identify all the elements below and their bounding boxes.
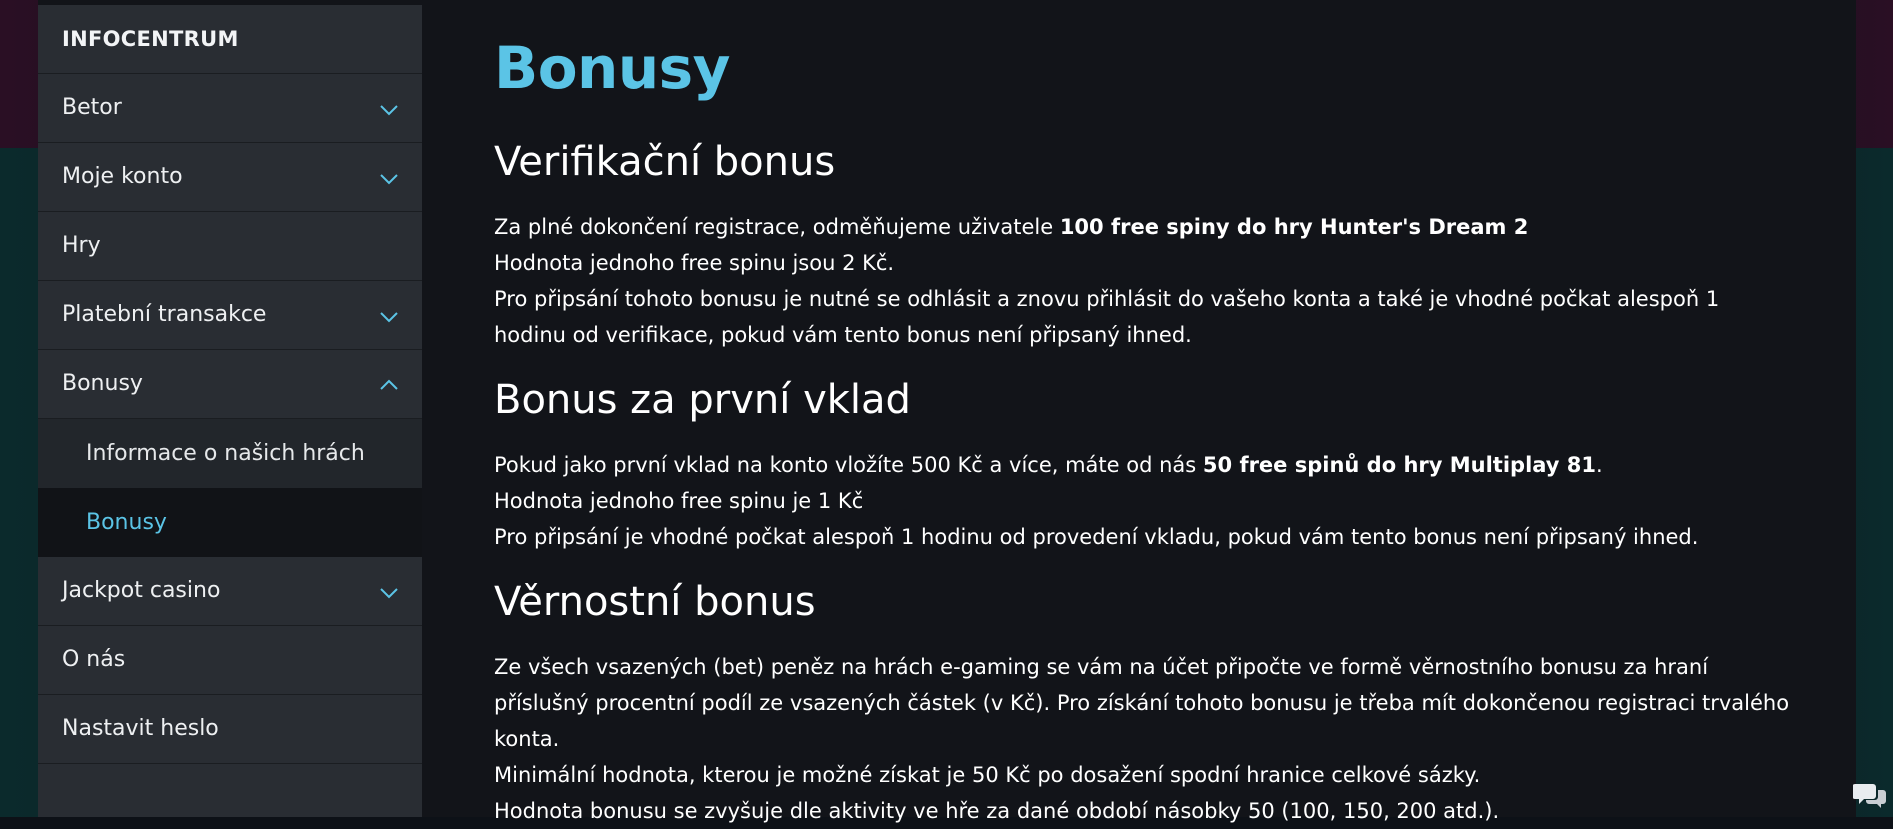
sidebar-item-label: Nastavit heslo	[62, 716, 219, 741]
chevron-down-icon	[378, 98, 400, 120]
sidebar-item-o-nas[interactable]	[38, 626, 422, 695]
bold-text: 100 free spiny do hry Hunter's Dream 2	[1059, 215, 1529, 239]
sidebar-header: INFOCENTRUM	[38, 5, 422, 74]
sidebar-item-label: Platební transakce	[62, 302, 267, 327]
section-heading-prvni-vklad: Bonus za první vklad	[494, 377, 911, 423]
sidebar-item-platebni-transakce[interactable]	[38, 281, 422, 350]
text-line: Pro připsání tohoto bonusu je nutné se odhlásit a znovu přihlásit do vašeho konta a také je vhodné počkat alespoň 1 hodinu od verifikace, pokud vám tento bonus není připsaný ihned.	[494, 287, 1720, 347]
sidebar-item-jackpot-casino[interactable]	[38, 557, 422, 626]
bold-text: 50 free spinů do hry Multiplay 81	[1202, 453, 1597, 477]
sidebar	[38, 5, 422, 817]
chevron-down-icon	[378, 581, 400, 603]
sidebar-item-label: Bonusy	[62, 371, 143, 396]
sidebar-item-label: Betor	[62, 95, 122, 120]
sidebar-subitem-informace[interactable]	[38, 419, 422, 488]
section-heading-vernostni: Věrnostní bonus	[494, 579, 816, 625]
text-line: Pokud jako první vklad na konto vložíte 500 Kč a více, máte od nás	[494, 453, 1203, 477]
text-line: Hodnota bonusu se zvyšuje dle aktivity ve hře za dané období násobky 50 (100, 150, 200 atd.).	[494, 799, 1500, 823]
sidebar-item-hry[interactable]	[38, 212, 422, 281]
chevron-down-icon	[378, 305, 400, 327]
text-line: Pro připsání je vhodné počkat alespoň 1 hodinu od provedení vkladu, pokud vám tento bonus není připsaný ihned.	[494, 525, 1699, 549]
text-line: Minimální hodnota, kterou je možné získat je 50 Kč po dosažení spodní hranice celkové sázky.	[494, 763, 1481, 787]
sidebar-item-bonusy[interactable]	[38, 350, 422, 419]
sidebar-item-label: Hry	[62, 233, 101, 258]
chat-bubbles-icon[interactable]	[1853, 781, 1887, 811]
text-line: Za plné dokončení registrace, odměňujeme uživatele	[494, 215, 1060, 239]
sidebar-item-betor[interactable]	[38, 74, 422, 143]
sidebar-item-label: Moje konto	[62, 164, 183, 189]
text-line: Ze všech vsazených (bet) peněz na hrách e-gaming se vám na účet připočte ve formě věrnostního bonusu za hraní příslušný procentní podíl ze vsazených částek (v Kč). Pro získání tohoto bonusu je třeba mít dokončenou registraci trvalého konta.	[494, 655, 1790, 751]
section-paragraph-prvni-vklad	[494, 447, 1794, 555]
text-line: .	[1596, 453, 1603, 477]
section-heading-verifikacni: Verifikační bonus	[494, 139, 836, 185]
text-line: Hodnota jednoho free spinu jsou 2 Kč.	[494, 251, 895, 275]
page-title: Bonusy	[494, 34, 730, 102]
sidebar-subitem-bonusy-active[interactable]	[38, 488, 422, 557]
sidebar-item-moje-konto[interactable]	[38, 143, 422, 212]
text-line: Hodnota jednoho free spinu je 1 Kč	[494, 489, 864, 513]
sidebar-subitem-label: Informace o našich hrách	[86, 441, 365, 466]
chevron-up-icon	[378, 374, 400, 396]
section-paragraph-vernostni	[494, 649, 1794, 829]
sidebar-item-label: Jackpot casino	[62, 578, 221, 603]
section-paragraph-verifikacni	[494, 209, 1794, 353]
chevron-down-icon	[378, 167, 400, 189]
sidebar-item-label: O nás	[62, 647, 126, 672]
sidebar-subitem-label: Bonusy	[86, 510, 167, 535]
sidebar-item-nastavit-heslo[interactable]	[38, 695, 422, 764]
